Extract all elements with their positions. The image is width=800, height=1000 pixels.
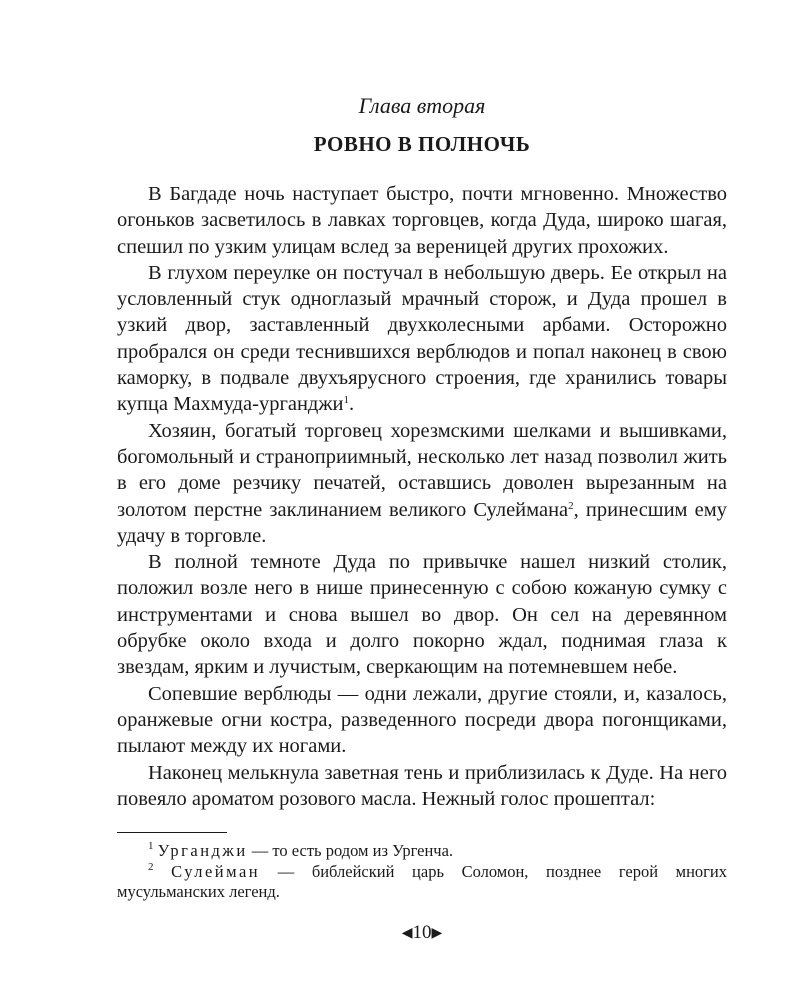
footnote-2-text: — библейский царь Соломон, позднее герой многих мусульманских легенд. bbox=[117, 861, 727, 902]
paragraph-4: В полной темноте Дуда по привычке нашел низкий столик, положил возле него в нише принесенную с собою кожаную сумку с инструментами и снова вышел во двор. Он сел на деревянном обрубке около входа и долго покорно ждал, поднимая глаза к звездам, ярким и лучистым, сверкающим на потемневшем небе. bbox=[117, 551, 727, 679]
footnote-1-mark: 1 bbox=[148, 840, 154, 853]
paragraph-3 bbox=[117, 418, 727, 549]
footnote-2 bbox=[117, 862, 727, 903]
chapter-title: РОВНО В ПОЛНОЧЬ bbox=[313, 132, 531, 156]
ornament-right-icon: ▶ bbox=[431, 925, 443, 941]
footnote-1-term: Урганджи bbox=[157, 841, 248, 861]
footnote-divider bbox=[117, 832, 227, 833]
page-number-value: 10 bbox=[412, 921, 432, 943]
paragraph-2-text: В глухом переулке он постучал в небольшую дверь. Ее открыл на условленный стук одноглазый мрачный сторож, и Дуда прошел в узкий двор, заставленный двухколесными арбами. Осторожно пробрался он среди теснившихся верблюдов и попал наконец в свою каморку, в подвале двухъярусного строения, где хранились товары купца Махмуда-урганджи bbox=[117, 261, 727, 416]
footnote-1-text: — то есть родом из Ургенча. bbox=[247, 841, 454, 861]
paragraph-3-text-b: , принесшим ему удачу в торговле. bbox=[117, 498, 727, 547]
page-number bbox=[117, 921, 727, 946]
paragraph-1: В Багдаде ночь наступает быстро, почти мгновенно. Множество огоньков засветилось в лавках торговцев, когда Дуда, широко шагая, спешил по узким улицам вслед за вереницей других прохожих. bbox=[117, 183, 727, 258]
footnote-2-mark: 2 bbox=[148, 860, 154, 873]
paragraph-5: Сопевшие верблюды — одни лежали, другие стояли, и, казалось, оранжевые огни костра, разведенного посреди двора погонщиками, пылают между их ногами. bbox=[117, 682, 727, 758]
chapter-label: Глава вторая bbox=[358, 93, 486, 118]
ornament-left-icon: ◀ bbox=[401, 925, 413, 941]
footnote-ref-1: 1 bbox=[343, 394, 349, 407]
footnotes bbox=[117, 841, 727, 903]
body-text bbox=[117, 181, 727, 812]
footnote-1 bbox=[117, 841, 727, 862]
footnote-ref-2: 2 bbox=[568, 499, 574, 512]
paragraph-2: В глухом переулке он постучал в небольшую дверь. Ее открыл на условленный стук одноглазый мрачный сторож, и Дуда прошел в узкий двор, заставленный двухколесными арбами. Осторожно пробрался он среди теснившихся верблюдов и попал наконец в свою каморку, в подвале двухъярусного строения, где хранились товары купца Махмуда-урганджи$^1$. bbox=[117, 261, 727, 416]
paragraph-3-text-a: Хозяин, богатый торговец хорезмскими шелками и вышивками, богомольный и страноприимный, несколько лет назад позволил жить в его доме резчику печатей, оставшись доволен вырезанным на золотом перстне заклинанием великого Сулеймана bbox=[117, 419, 727, 521]
book-page bbox=[117, 92, 727, 946]
footnote-2-term: Сулейман bbox=[171, 861, 261, 881]
paragraph-6: Наконец мелькнула заветная тень и приблизилась к Дуде. На него повеяло ароматом розового масла. Нежный голос прошептал: bbox=[117, 761, 727, 810]
